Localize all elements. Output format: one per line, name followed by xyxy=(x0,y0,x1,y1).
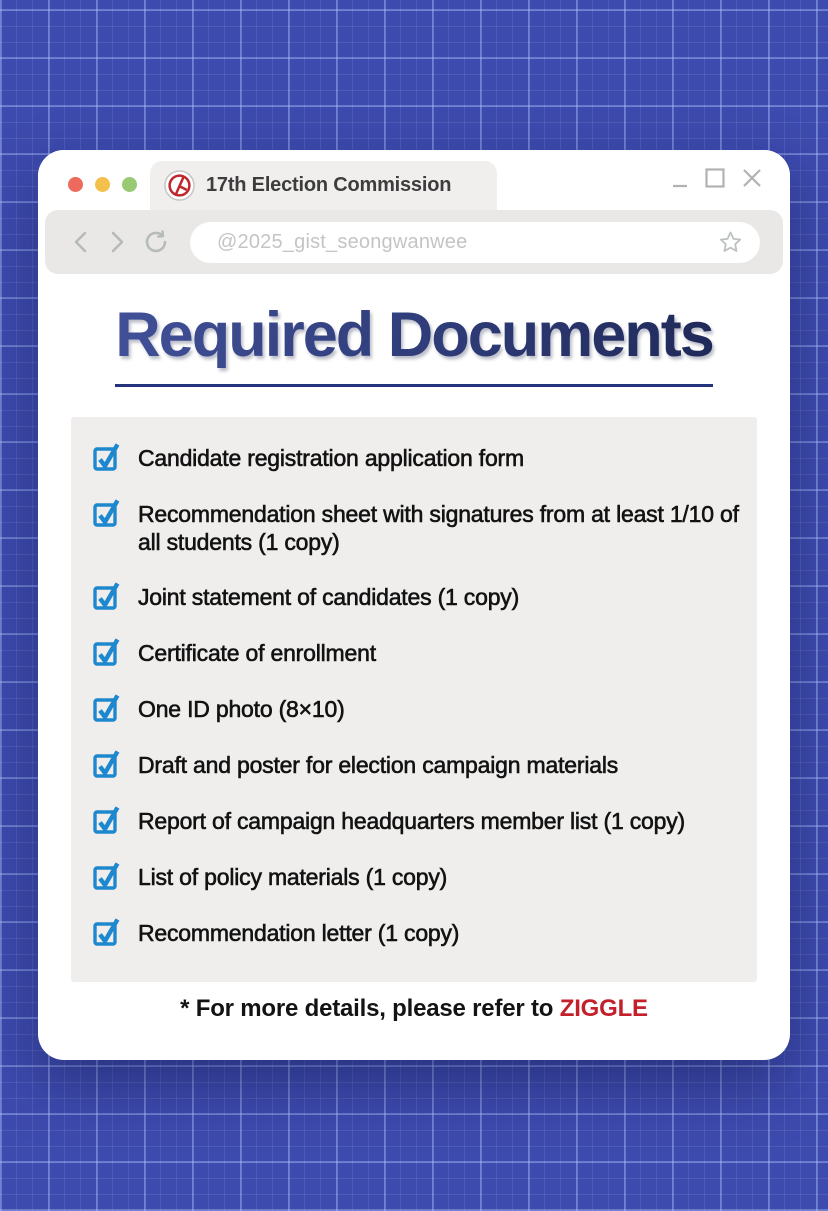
tab-title: 17th Election Commission xyxy=(206,174,452,196)
maximize-button[interactable] xyxy=(704,167,726,189)
checklist-item xyxy=(92,807,747,836)
traffic-light-yellow[interactable] xyxy=(95,177,110,192)
checkbox-checked-icon[interactable] xyxy=(92,860,122,892)
close-button[interactable] xyxy=(740,166,764,190)
checklist-item xyxy=(92,863,747,892)
traffic-light-red[interactable] xyxy=(68,177,83,192)
browser-navbar xyxy=(45,210,783,274)
checklist-item-label: Report of campaign headquarters member list (1 copy) xyxy=(138,808,685,835)
checklist-item xyxy=(92,639,747,668)
url-text[interactable]: @2025_gist_seongwanwee xyxy=(217,230,468,253)
checklist-item-label: Recommendation letter (1 copy) xyxy=(138,920,460,947)
checklist-item-label: Candidate registration application form xyxy=(138,445,524,472)
ziggle-link[interactable]: ZIGGLE xyxy=(559,995,648,1023)
checklist-item-label: Recommendation sheet with signatures from at least 1/10 of all students (1 copy) xyxy=(138,501,739,556)
traffic-light-green[interactable] xyxy=(122,177,137,192)
checklist-item-label: One ID photo (8×10) xyxy=(138,696,345,723)
checkbox-checked-icon[interactable] xyxy=(92,804,122,836)
checklist-item xyxy=(92,919,747,948)
address-bar[interactable] xyxy=(190,222,760,263)
reload-icon[interactable] xyxy=(142,228,170,256)
title-underline xyxy=(115,384,713,387)
checklist-item xyxy=(92,500,747,556)
checkbox-checked-icon[interactable] xyxy=(92,636,122,668)
checklist-item-label: Certificate of enrollment xyxy=(138,640,376,667)
forward-icon[interactable] xyxy=(106,229,128,255)
checklist-item-label: List of policy materials (1 copy) xyxy=(138,864,448,891)
checkbox-checked-icon[interactable] xyxy=(92,497,122,529)
browser-titlebar xyxy=(38,150,790,210)
checklist-item-label: Joint statement of candidates (1 copy) xyxy=(138,584,520,611)
checklist-item xyxy=(92,695,747,724)
checkbox-checked-icon[interactable] xyxy=(92,748,122,780)
footnote-text: * For more details, please refer to xyxy=(180,995,560,1023)
checklist-item xyxy=(92,444,747,473)
checklist-item-label: Draft and poster for election campaign materials xyxy=(138,752,619,779)
election-commission-logo-icon xyxy=(164,170,195,201)
page-title: Required Documents xyxy=(38,302,790,368)
checklist-item xyxy=(92,583,747,612)
footnote xyxy=(38,995,790,1023)
checkbox-checked-icon[interactable] xyxy=(92,692,122,724)
window-controls xyxy=(670,166,764,190)
checklist-item xyxy=(92,751,747,780)
checkbox-checked-icon[interactable] xyxy=(92,916,122,948)
traffic-lights xyxy=(68,177,137,192)
minimize-button[interactable] xyxy=(670,167,690,189)
browser-tab[interactable] xyxy=(150,161,497,210)
browser-window xyxy=(38,150,790,1060)
back-icon[interactable] xyxy=(70,229,92,255)
checkbox-checked-icon[interactable] xyxy=(92,580,122,612)
star-icon[interactable] xyxy=(717,229,744,256)
checkbox-checked-icon[interactable] xyxy=(92,441,122,473)
page-content xyxy=(38,274,790,1023)
checklist-panel xyxy=(71,417,757,982)
